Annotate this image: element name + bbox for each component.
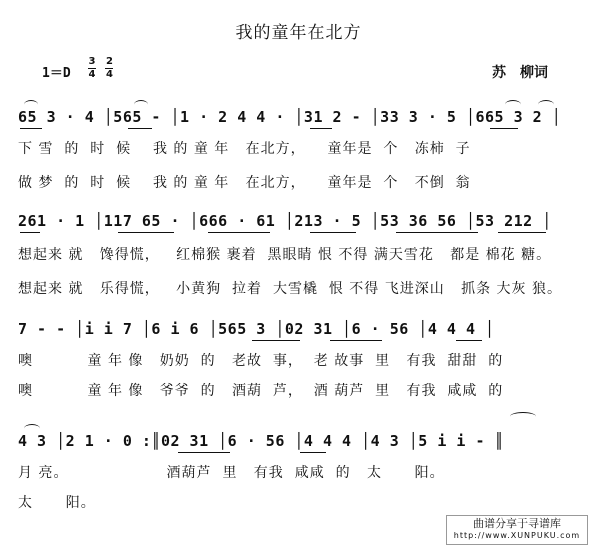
watermark-badge <box>446 515 588 545</box>
lyric-row-1-verse-2: 做 梦 的 时 候 我 的 童 年 在北方， 童年是 个 不倒 翁 <box>18 175 471 191</box>
notation-row-4: 4 3 │2 1 · 0 :║02 31 │6 · 56 │4 4 4 │4 3 │5 i i - ║ <box>18 432 505 450</box>
lyricist-credit: 苏 柳词 <box>492 65 548 81</box>
lyric-row-3-verse-2: 噢 童 年 像 爷爷 的 酒葫 芦， 酒 葫芦 里 有我 咸咸 的 <box>18 383 504 399</box>
lyric-row-4-verse-2: 太 阳。 <box>18 495 96 511</box>
song-title: 我的童年在北方 <box>235 23 362 43</box>
time-signature <box>88 57 119 80</box>
lyric-row-1-verse-1: 下 雪 的 时 候 我 的 童 年 在北方， 童年是 个 冻柿 子 <box>18 141 471 157</box>
notation-row-1: 65 3 · 4 │565 - │1 · 2 4 4 · │31 2 - │33 3 · 5 │665 3 2 │ <box>18 108 562 126</box>
meter-frac-1: $\frac{3}{4}$ <box>88 56 96 80</box>
notation-row-2: 261 · 1 │117 65 · │666 · 61 │213 · 5 │53 36 56 │53 212 │ <box>18 212 552 230</box>
watermark-url: http://www.XUNPUKU.com <box>453 531 581 540</box>
lyric-row-3-verse-1: 噢 童 年 像 奶奶 的 老故 事， 老 故事 里 有我 甜甜 的 <box>18 353 504 369</box>
lyric-row-2-verse-1: 想起来 就 馋得慌， 红棉猴 裹着 黑眼睛 恨 不得 满天雪花 都是 棉花 糖。 <box>18 247 552 263</box>
notation-row-3: 7 - - │i i 7 │6 i 6 │565 3 │02 31 │6 · 56 │4 4 4 │ <box>18 320 495 338</box>
meter-frac-2: $\frac{2}{4}$ <box>106 56 113 80</box>
watermark-text: 曲谱分享于寻谱库 <box>473 517 561 530</box>
key-signature: 1＝D <box>42 66 71 81</box>
lyric-row-2-verse-2: 想起来 就 乐得慌， 小黄狗 拉着 大雪橇 恨 不得 飞进深山 抓条 大灰 狼。 <box>18 281 563 297</box>
lyric-row-4-verse-1: 月 亮。 酒葫芦 里 有我 咸咸 的 太 阳。 <box>18 465 445 481</box>
